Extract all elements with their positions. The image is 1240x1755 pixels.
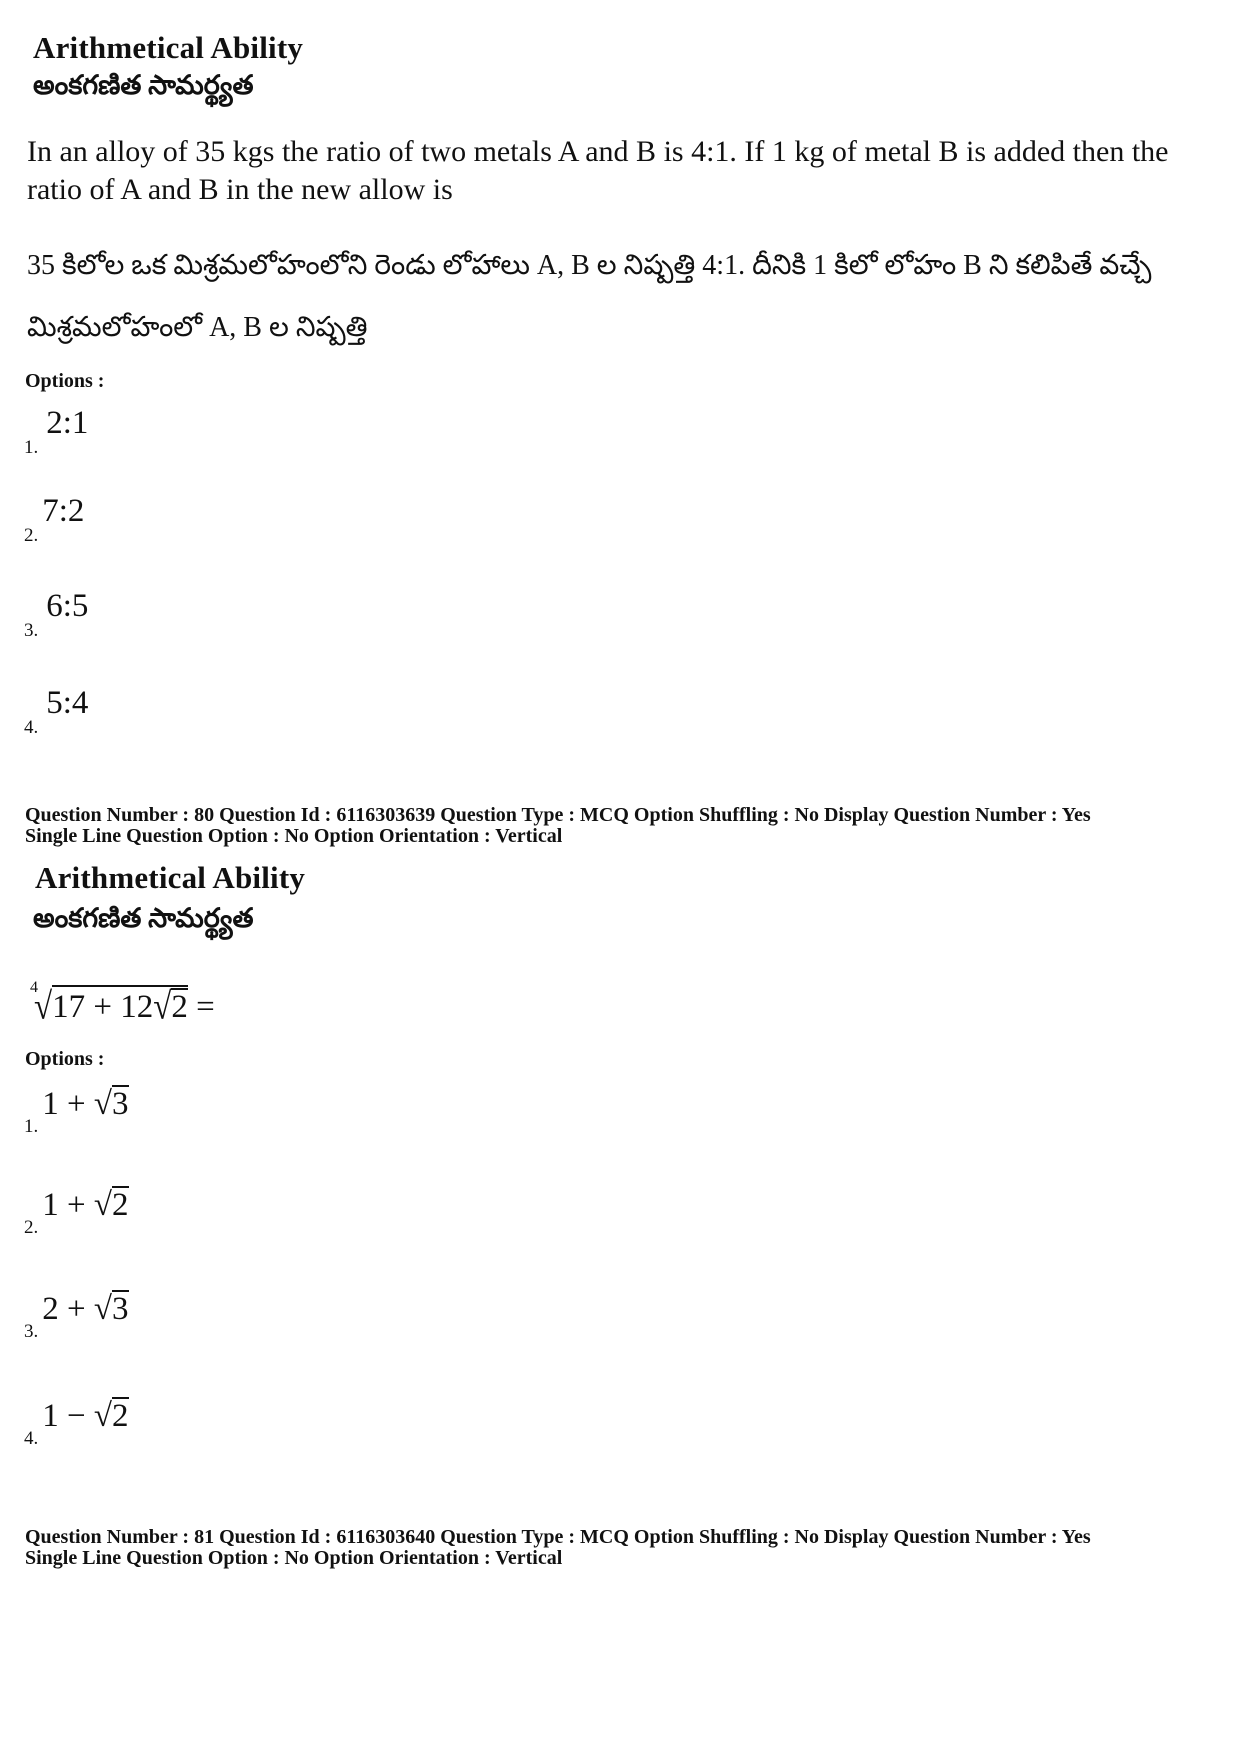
subject-heading-en: Arithmetical Ability xyxy=(35,860,306,895)
option-number: 2. xyxy=(24,1217,39,1238)
option-number: 2. xyxy=(24,525,39,546)
question-text-en: In an alloy of 35 kgs the ratio of two metals A and B is 4:1. If 1 kg of metal B is added then the ratio of A and B in the new allow is xyxy=(27,135,1169,206)
subject-heading-te: అంకగణిత సామర్థ్యత xyxy=(33,70,254,100)
option-value: 2:1 xyxy=(46,405,89,441)
meta-line-1: Question Number : 80 Question Id : 6116303639 Question Type : MCQ Option Shuffling : No Display Question Number : Yes xyxy=(25,804,1091,826)
radical-sign: √ xyxy=(93,1187,112,1223)
option-prefix: 1 + xyxy=(42,1187,94,1223)
option-number: 3. xyxy=(24,1321,39,1342)
option-1[interactable] xyxy=(24,405,89,458)
option-3[interactable] xyxy=(24,1290,129,1342)
radicand-prefix: 17 + 12 xyxy=(52,989,154,1025)
option-number: 4. xyxy=(24,717,39,738)
option-value: 5:4 xyxy=(46,685,89,721)
option-prefix: 1 − xyxy=(42,1398,94,1434)
option-number: 1. xyxy=(24,437,39,458)
option-value: 7:2 xyxy=(42,493,85,529)
option-4[interactable] xyxy=(24,1397,129,1449)
option-1[interactable] xyxy=(24,1085,129,1137)
option-number: 4. xyxy=(24,1428,39,1449)
options-label: Options : xyxy=(25,370,105,392)
option-prefix: 2 + xyxy=(42,1291,94,1327)
subject-heading-te: అంకగణిత సామర్థ్యత xyxy=(33,903,254,933)
option-2[interactable] xyxy=(24,493,85,546)
radical-sign: √ xyxy=(93,1291,112,1327)
option-number: 3. xyxy=(24,620,39,641)
option-radicand: 2 xyxy=(112,1398,129,1434)
radical-sign: √ xyxy=(153,986,172,1028)
meta-line-2: Single Line Question Option : No Option Orientation : Vertical xyxy=(25,1547,563,1569)
radical-sign: √ xyxy=(93,1086,112,1122)
option-value xyxy=(42,1398,128,1434)
option-2[interactable] xyxy=(24,1186,129,1238)
root-index: 4 xyxy=(30,979,38,996)
option-value xyxy=(42,1291,128,1327)
subject-heading-en: Arithmetical Ability xyxy=(33,30,304,65)
option-radicand: 2 xyxy=(112,1187,129,1223)
option-value xyxy=(42,1187,128,1223)
question-text-te: 35 కిలోల ఒక మిశ్రమలోహంలోని రెండు లోహాలు A, B ల నిష్పత్తి 4:1. దీనికి 1 కిలో లోహం B ని కలిపితే వచ్చే మిశ్రమలోహంలో A, B ల నిష్పత్తి xyxy=(27,250,1152,343)
equals-sign: = xyxy=(187,989,215,1025)
radical-sign: √ xyxy=(34,986,53,1028)
question-meta-81 xyxy=(25,1527,1091,1569)
options-label: Options : xyxy=(25,1048,105,1070)
question-meta-80 xyxy=(25,805,1091,847)
option-value: 6:5 xyxy=(46,588,89,624)
option-3[interactable] xyxy=(24,588,89,641)
option-radicand: 3 xyxy=(112,1291,129,1327)
option-prefix: 1 + xyxy=(42,1086,94,1122)
radical-sign: √ xyxy=(93,1398,112,1434)
option-value xyxy=(42,1086,128,1122)
meta-line-1: Question Number : 81 Question Id : 6116303640 Question Type : MCQ Option Shuffling : No Display Question Number : Yes xyxy=(25,1526,1091,1548)
option-4[interactable] xyxy=(24,685,89,738)
inner-radicand: 2 xyxy=(171,989,188,1025)
meta-line-2: Single Line Question Option : No Option Orientation : Vertical xyxy=(25,825,563,847)
option-radicand: 3 xyxy=(112,1086,129,1122)
option-number: 1. xyxy=(24,1116,39,1137)
question-expression xyxy=(30,979,215,1028)
